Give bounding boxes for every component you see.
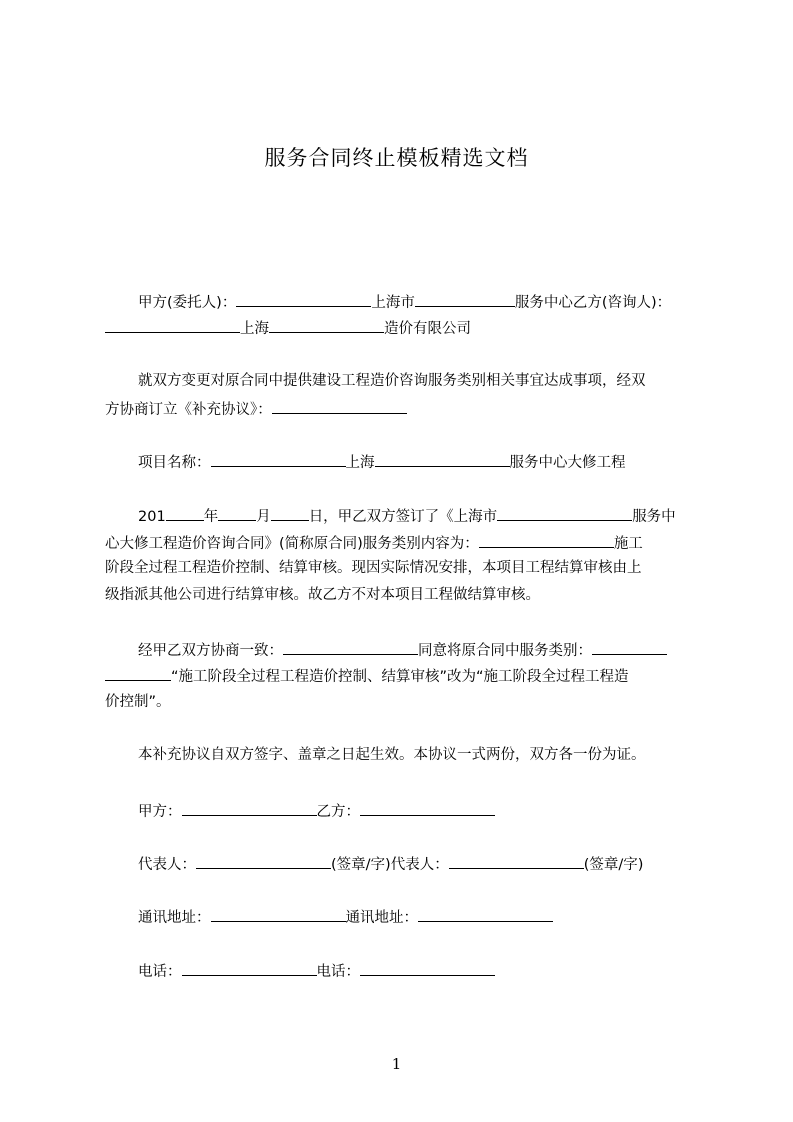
parties-line-2 [105, 317, 471, 339]
blank-field[interactable] [271, 505, 309, 521]
party-b-sign-label: 乙方： [316, 804, 360, 820]
blank-field[interactable] [415, 291, 515, 307]
project-line [138, 451, 626, 473]
page-number: 1 [391, 1055, 402, 1073]
project-name: 服务中心大修工程 [509, 455, 626, 471]
signature-representatives [138, 853, 643, 875]
contract-line-2 [105, 532, 643, 554]
party-b-city: 上海 [240, 321, 269, 337]
rep-a-label: 代表人： [138, 857, 196, 873]
year-label: 年 [203, 509, 219, 525]
signature-addresses [138, 906, 553, 928]
contract-line-1 [138, 505, 676, 527]
rep-a-field[interactable] [196, 853, 331, 869]
project-city: 上海 [345, 455, 375, 471]
blank-field[interactable] [272, 398, 407, 414]
party-a-sign-field[interactable] [182, 800, 317, 816]
blank-field[interactable] [479, 532, 614, 548]
contract-text-end: 施工 [613, 536, 643, 552]
contract-text: 日，甲乙双方签订了《上海市 [308, 509, 498, 525]
party-a-city: 上海市 [371, 295, 415, 311]
contract-text: 心大修工程造价咨询合同》(简称原合同)服务类别内容为： [105, 536, 479, 552]
agreement-text: 同意将原合同中服务类别： [418, 643, 592, 659]
contract-text-end: 服务中 [632, 509, 676, 525]
party-a-label: 甲方(委托人)： [138, 295, 237, 311]
blank-field[interactable] [375, 451, 510, 467]
blank-field[interactable] [269, 317, 384, 333]
party-b-label: 服务中心乙方(咨询人)： [514, 295, 672, 311]
parties-line-1 [138, 291, 671, 313]
address-b-field[interactable] [418, 906, 553, 922]
rep-b-label: 代表人： [390, 857, 449, 873]
blank-field[interactable] [166, 505, 204, 521]
blank-field[interactable] [497, 505, 632, 521]
phone-a-label: 电话： [138, 964, 182, 980]
address-a-field[interactable] [211, 906, 346, 922]
party-b-sign-field[interactable] [360, 800, 495, 816]
address-a-label: 通讯地址： [138, 910, 211, 926]
sign-stamp-a: (签章/字) [331, 857, 391, 873]
contract-line-4: 级指派其他公司进行结算审核。故乙方不对本项目工程做结算审核。 [105, 587, 540, 603]
month-label: 月 [256, 509, 271, 525]
intro-text: 方协商订立《补充协议》： [105, 402, 272, 418]
effect-line: 本补充协议自双方签字、盖章之日起生效。本协议一式两份，双方各一份为证。 [138, 747, 646, 763]
blank-field[interactable] [211, 451, 346, 467]
agreement-line-3: 价控制”。 [105, 694, 171, 710]
blank-field[interactable] [283, 639, 418, 655]
project-label: 项目名称： [138, 455, 211, 471]
document-title: 服务合同终止模板精选文档 [264, 146, 529, 170]
agreement-text: 经甲乙双方协商一致： [138, 643, 283, 659]
agreement-line-1 [138, 639, 667, 661]
sign-stamp-b: (签章/字) [583, 857, 644, 873]
blank-field[interactable] [105, 665, 171, 681]
intro-line-2 [105, 398, 407, 420]
phone-b-field[interactable] [360, 960, 495, 976]
party-a-sign-label: 甲方： [138, 804, 182, 820]
phone-b-label: 电话： [316, 964, 360, 980]
signature-phones [138, 960, 495, 982]
agreement-text: “施工阶段全过程工程造价控制、结算审核”改为“施工阶段全过程工程造 [171, 669, 629, 685]
blank-field[interactable] [236, 291, 371, 307]
rep-b-field[interactable] [449, 853, 584, 869]
address-b-label: 通讯地址： [345, 910, 418, 926]
phone-a-field[interactable] [182, 960, 317, 976]
signature-parties [138, 800, 495, 822]
year-prefix: 201 [138, 509, 166, 525]
blank-field[interactable] [592, 639, 667, 655]
contract-line-3: 阶段全过程工程造价控制、结算审核。现因实际情况安排，本项目工程结算审核由上 [105, 560, 642, 576]
party-b-company: 造价有限公司 [384, 321, 471, 337]
agreement-line-2 [105, 665, 629, 687]
intro-line-1: 就双方变更对原合同中提供建设工程造价咨询服务类别相关事宜达成事项，经双 [138, 373, 646, 389]
blank-field[interactable] [218, 505, 256, 521]
blank-field[interactable] [105, 317, 240, 333]
